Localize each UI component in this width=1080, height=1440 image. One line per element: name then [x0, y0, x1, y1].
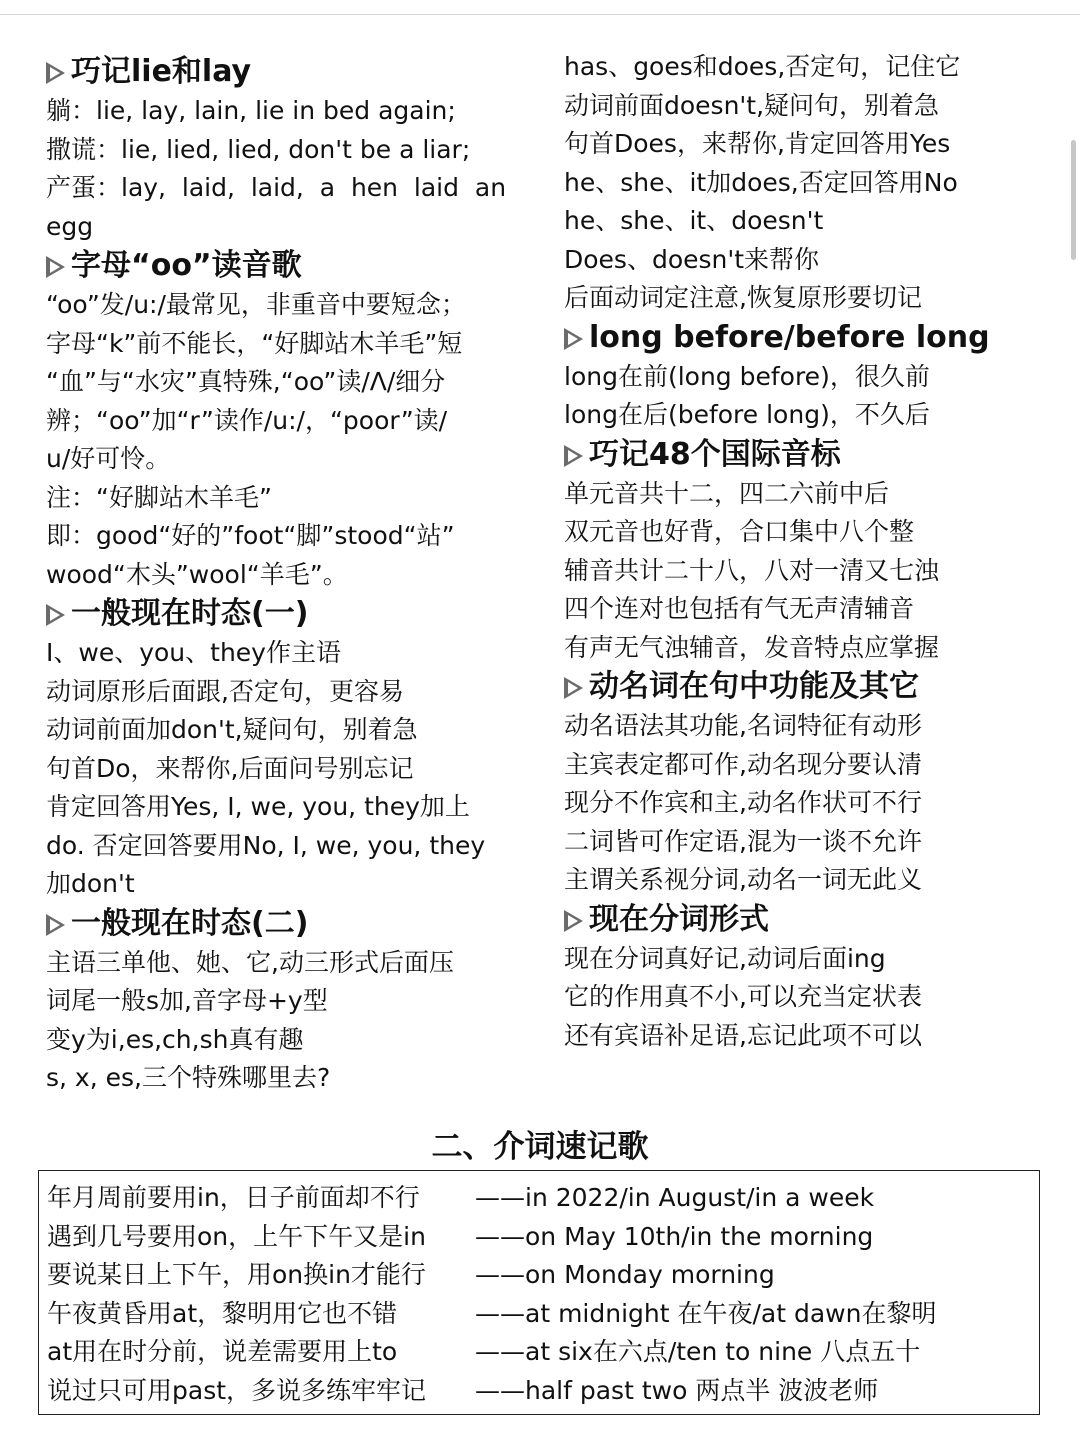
- text-line: 变y为i,es,ch,sh真有趣: [46, 1024, 304, 1054]
- scrollbar[interactable]: [1071, 140, 1076, 260]
- text-line: Does、doesn't来帮你: [564, 244, 820, 274]
- prep-row: [47, 1295, 1039, 1334]
- text-line: 字母“k”前不能长，“好脚站木羊毛”短: [46, 328, 463, 358]
- prep-row: [47, 1179, 1039, 1218]
- text-line: 双元音也好背，合口集中八个整: [564, 517, 915, 546]
- text-line: 躺：lie, lay, lain, lie in bed again;: [46, 96, 456, 125]
- text-line: 还有宾语补足语,忘记此项不可以: [564, 1020, 922, 1050]
- text-line: 它的作用真不小,可以充当定状表: [564, 982, 922, 1011]
- text-line: he、she、it、doesn't: [564, 206, 824, 235]
- section-present-tense-1: [46, 594, 536, 904]
- text-line: u/好可怜。: [46, 444, 171, 473]
- text-line: 加don't: [46, 869, 135, 898]
- left-column: [46, 52, 536, 1098]
- text-line: 撒谎：lie, lied, lied, don't be a liar;: [46, 134, 471, 164]
- section-title: [564, 900, 1054, 940]
- prep-example: ——half past two 两点半 波波老师: [475, 1375, 879, 1405]
- text-line: long在后(before long)，不久后: [564, 400, 930, 429]
- section-title-text: 现在分词形式: [589, 901, 769, 937]
- right-column: [564, 48, 1054, 1055]
- section-oo-pronunciation: [46, 246, 536, 594]
- prep-row: [47, 1256, 1039, 1295]
- text-line: 句首Does，来帮你,肯定回答用Yes: [564, 129, 951, 158]
- section-title-text: 动名词在句中功能及其它: [589, 669, 919, 704]
- prep-example: ——on Monday morning: [475, 1260, 775, 1289]
- section-title: [564, 318, 1054, 358]
- triangle-bullet-icon: [564, 677, 583, 699]
- triangle-bullet-icon: [564, 445, 583, 467]
- prep-rule: 午夜黄昏用at，黎明用它也不错: [47, 1298, 398, 1328]
- text-line: 动词前面doesn't,疑问句，别着急: [564, 90, 940, 120]
- prep-row: [47, 1218, 1039, 1257]
- prep-example: ——in 2022/in August/in a week: [475, 1183, 875, 1212]
- present-tense-2-continued: [564, 48, 1054, 318]
- prepositions-title: 二、介词速记歌: [431, 1129, 649, 1165]
- text-line: 辅音共计二十八，八对一清又七浊: [564, 555, 940, 585]
- triangle-bullet-icon: [46, 604, 65, 626]
- section-title: [46, 52, 536, 92]
- triangle-bullet-icon: [564, 328, 583, 350]
- prep-rule: 要说某日上下午，用on换in才能行: [47, 1260, 426, 1289]
- text-line: 动名语法其功能,名词特征有动形: [564, 711, 922, 740]
- section-title: [46, 246, 536, 286]
- text-line: s, x, es,三个特殊哪里去?: [46, 1063, 331, 1092]
- text-line: “oo”发/u:/最常见，非重音中要短念；: [46, 290, 466, 319]
- section-title-text: 巧记48个国际音标: [589, 436, 841, 472]
- text-line: 二词皆可作定语,混为一谈不允许: [564, 826, 922, 856]
- text-line: 有声无气浊辅音，发音特点应掌握: [564, 632, 940, 662]
- section-title-text: long before/before long: [589, 319, 990, 355]
- prep-example: ——at six在六点/ten to nine 八点五十: [475, 1337, 921, 1366]
- text-line: 四个连对也包括有气无声清辅音: [564, 594, 915, 623]
- text-line: wood“木头”wool“羊毛”。: [46, 559, 348, 589]
- triangle-bullet-icon: [564, 910, 583, 932]
- text-line: long在前(long before)，很久前: [564, 361, 930, 391]
- section-gerund-functions: [564, 667, 1054, 900]
- prep-rule: at用在时分前，说差需要用上to: [47, 1337, 398, 1366]
- text-line: 即：good“好的”foot“脚”stood“站”: [46, 521, 455, 550]
- section-title: [564, 667, 1054, 707]
- text-line: 注：“好脚站木羊毛”: [46, 482, 272, 512]
- text-line: 句首Do，来帮你,后面问号别忘记: [46, 753, 414, 783]
- text-line: 主谓关系视分词,动名一词无此义: [564, 865, 922, 894]
- text-line: 产蛋：lay, laid, laid, a hen laid an: [46, 173, 507, 202]
- section-lie-lay: [46, 52, 536, 246]
- text-line: has、goes和does,否定句，记住它: [564, 52, 961, 81]
- triangle-bullet-icon: [46, 62, 65, 84]
- triangle-bullet-icon: [46, 914, 65, 936]
- text-line: 主宾表定都可作,动名现分要认清: [564, 749, 922, 779]
- text-line: 动词原形后面跟,否定句，更容易: [46, 676, 404, 706]
- prep-row: [47, 1372, 1039, 1411]
- section-long-before: [564, 318, 1054, 435]
- section-present-participle: [564, 900, 1054, 1056]
- prep-rule: 遇到几号要用on，上午下午又是in: [47, 1221, 426, 1251]
- text-line: 现在分词真好记,动词后面ing: [564, 943, 886, 973]
- prep-rule: 年月周前要用in，日子前面却不行: [47, 1183, 420, 1212]
- text-line: 现分不作宾和主,动名作状可不行: [564, 788, 922, 817]
- text-line: 单元音共十二，四二六前中后: [564, 478, 890, 508]
- section-title-text: 字母“oo”读音歌: [71, 248, 302, 283]
- text-line: 肯定回答用Yes, I, we, you, they加上: [46, 792, 470, 821]
- section-title: [46, 594, 536, 634]
- section-title-text: 一般现在时态(一): [71, 596, 309, 631]
- text-line: do. 否定回答要用No, I, we, you, they: [46, 830, 486, 860]
- text-line: 辨；“oo”加“r”读作/u:/，“poor”读/: [46, 405, 448, 435]
- section-phonetic-symbols: [564, 435, 1054, 668]
- prep-rule: 说过只可用past，多说多练牢牢记: [47, 1375, 427, 1405]
- prep-example: ——on May 10th/in the morning: [475, 1221, 874, 1251]
- section-title: [46, 904, 536, 944]
- text-line: 词尾一般s加,音字母+y型: [46, 986, 328, 1015]
- top-divider: [0, 14, 1080, 15]
- text-line: egg: [46, 211, 94, 241]
- section-title: [564, 435, 1054, 475]
- text-line: 主语三单他、她、它,动三形式后面压: [46, 947, 454, 977]
- prep-row: [47, 1333, 1039, 1372]
- triangle-bullet-icon: [46, 256, 65, 278]
- text-line: “血”与“水灾”真特殊,“oo”读/Λ/细分: [46, 367, 446, 396]
- section-present-tense-2: [46, 904, 536, 1098]
- prepositions-box: [38, 1170, 1040, 1415]
- prep-example: ——at midnight 在午夜/at dawn在黎明: [475, 1298, 937, 1328]
- text-line: I、we、you、they作主语: [46, 638, 341, 667]
- text-line: 后面动词定注意,恢复原形要切记: [564, 283, 922, 312]
- section-title-text: 巧记lie和lay: [71, 54, 252, 89]
- section-title-text: 一般现在时态(二): [71, 905, 309, 941]
- text-line: 动词前面加don't,疑问句，别着急: [46, 715, 418, 744]
- text-line: he、she、it加does,否定回答用No: [564, 167, 958, 197]
